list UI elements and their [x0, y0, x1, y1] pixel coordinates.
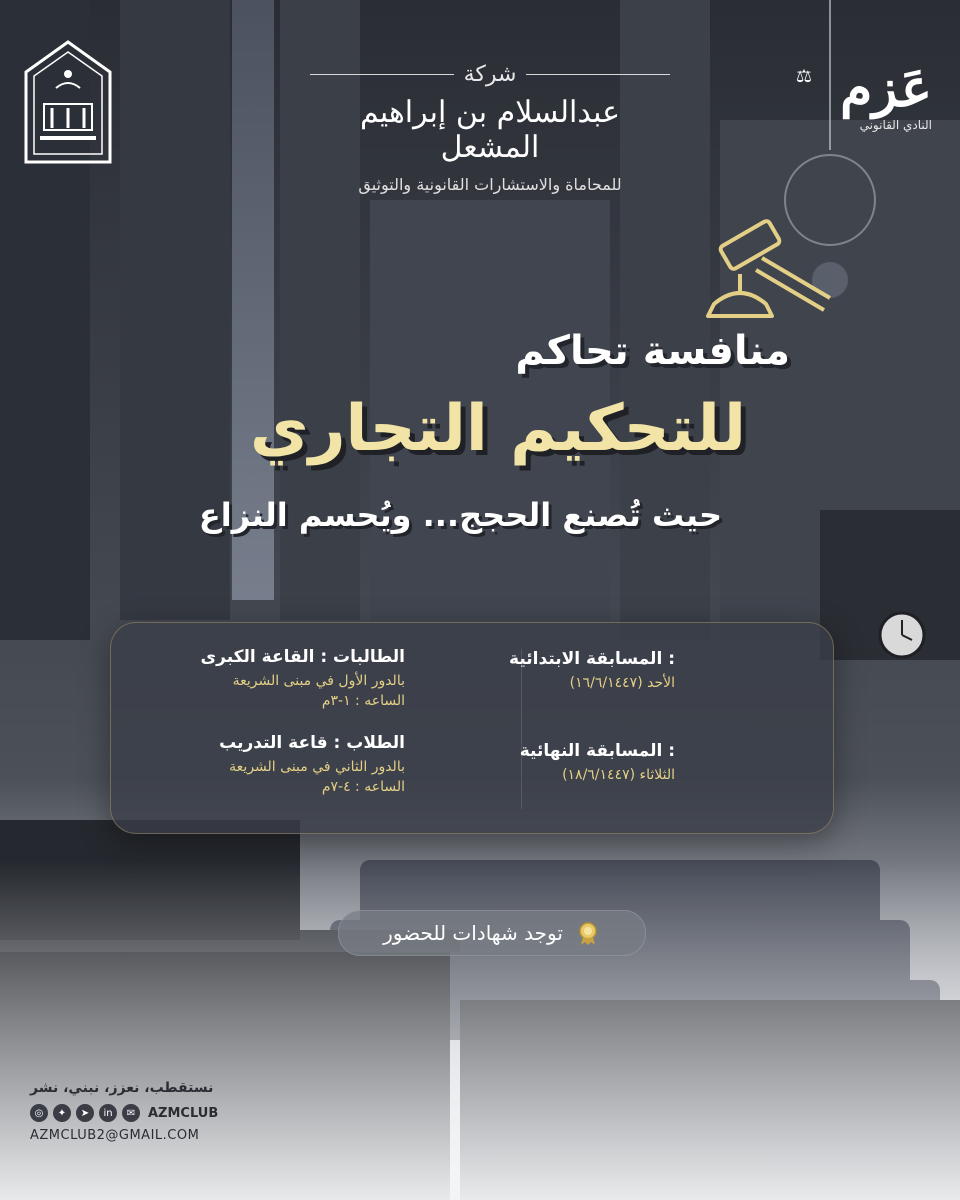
- final-date: الثلاثاء (١٨/٦/١٤٤٧): [562, 767, 675, 783]
- male-venue: [219, 733, 405, 797]
- social-handle[interactable]: AZMCLUB: [148, 1105, 219, 1121]
- footer: [30, 1080, 270, 1143]
- medal-icon: [575, 920, 601, 946]
- headline-line-1: منافسة تحاكم: [515, 328, 790, 374]
- company-prefix: [310, 62, 670, 87]
- gavel-icon: [700, 212, 840, 322]
- company-block: [310, 62, 670, 194]
- female-venue-label: الطالبات : القاعة الكبرى: [200, 647, 405, 667]
- imam-university-logo: [20, 38, 116, 168]
- social-links: [30, 1104, 270, 1122]
- company-name: عبدالسلام بن إبراهيم المشعل: [359, 95, 621, 165]
- male-venue-label: الطلاب : قاعة التدريب: [219, 733, 405, 753]
- twitter-icon[interactable]: ✦: [53, 1104, 71, 1122]
- azm-logo-word: عَزم: [840, 58, 932, 119]
- certificate-badge: [338, 910, 646, 956]
- final-label: المسابقة النهائية :: [519, 741, 675, 761]
- preliminary-round: [509, 649, 675, 693]
- telegram-icon[interactable]: ➤: [76, 1104, 94, 1122]
- footer-slogan: نستقطب، نعزز، نبني، نشر: [30, 1080, 214, 1096]
- certificate-text: توجد شهادات للحضور: [383, 921, 563, 945]
- headline-line-2: للتحكيم التجاري: [250, 392, 746, 466]
- male-venue-time: الساعه : ٤-٧م: [321, 779, 405, 795]
- email-icon[interactable]: ✉: [122, 1104, 140, 1122]
- male-venue-location: بالدور الثاني في مبنى الشريعة: [229, 759, 405, 775]
- divider: [526, 74, 670, 75]
- female-venue: [201, 647, 405, 711]
- final-round: [520, 741, 675, 785]
- company-prefix-text: شركة: [463, 62, 517, 87]
- divider: [310, 74, 454, 75]
- tagline: حيث تُصنع الحجج... ويُحسم النزاع: [198, 496, 722, 534]
- azm-logo-subtitle: النادي القانوني: [859, 118, 932, 132]
- scales-of-justice-icon: ⚖: [795, 66, 812, 87]
- preliminary-label: المسابقة الابتدائية :: [509, 649, 675, 669]
- linkedin-icon[interactable]: in: [99, 1104, 117, 1122]
- female-venue-time: الساعه : ١-٣م: [321, 693, 405, 709]
- schedule-card: [110, 622, 834, 834]
- azm-club-logo: [782, 58, 932, 152]
- instagram-icon[interactable]: ◎: [30, 1104, 48, 1122]
- preliminary-date: الأحد (١٦/٦/١٤٤٧): [569, 675, 675, 691]
- footer-email[interactable]: AZMCLUB2@GMAIL.COM: [30, 1128, 200, 1143]
- company-description: للمحاماة والاستشارات القانونية والتوثيق: [358, 175, 622, 194]
- female-venue-location: بالدور الأول في مبنى الشريعة: [232, 673, 405, 689]
